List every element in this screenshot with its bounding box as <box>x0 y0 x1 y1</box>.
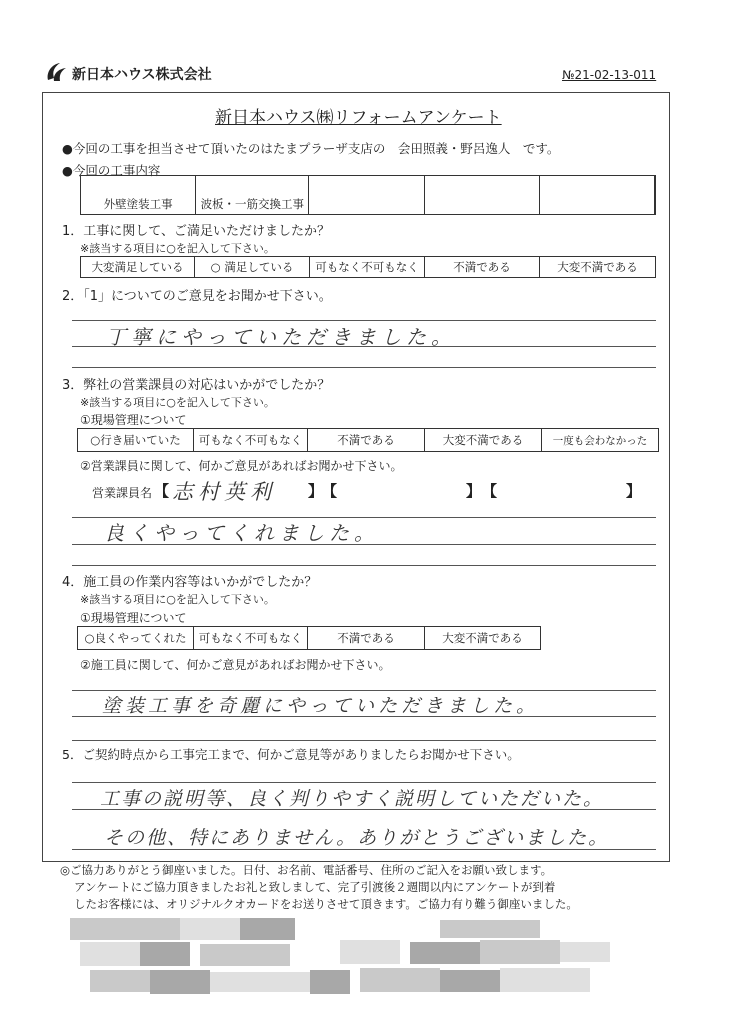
footer-line1: ◎ご協力ありがとう御座いました。日付、お名前、電話番号、住所のご記入をお願い致します。 <box>60 863 553 877</box>
q2-question: 2．「1」についてのご意見をお聞かせ下さい。 <box>62 289 332 304</box>
answer-line <box>72 346 656 347</box>
q1-options-table <box>80 256 656 278</box>
q1-option-selected: ○ 満足している <box>195 257 310 277</box>
sales-name-value: 志村英利 <box>172 480 276 504</box>
answer-line <box>72 740 656 741</box>
q4-note: ※該当する項目に○を記入して下さい。 <box>80 593 275 606</box>
work-item-cell <box>540 176 655 214</box>
footer-line2: アンケートにご協力頂きましたお礼と致しまして、完了引渡後２週間以内にアンケートが到着 <box>74 880 556 894</box>
q4-sub1: ①現場管理について <box>80 611 187 625</box>
q3-option: 大変不満である <box>425 429 542 451</box>
sales-name-label: 営業課員名 <box>92 486 153 500</box>
bracket-close: 】 <box>308 482 324 500</box>
survey-title: 新日本ハウス㈱リフォームアンケート <box>215 108 502 128</box>
q1-question: 1．工事に関して、ご満足いただけましたか？ <box>62 224 331 239</box>
intro-text: ●今回の工事を担当させて頂いたのはたまプラーザ支店の 会田照義・野呂逸人 です。 <box>62 141 560 156</box>
q3-option: 可もなく不可もなく <box>194 429 308 451</box>
q4-options-table <box>77 626 541 650</box>
q3-sub1: ①現場管理について <box>80 413 187 427</box>
q4-option: 大変不満である <box>442 631 523 645</box>
q3-option: 一度も会わなかった <box>552 434 648 447</box>
q3-sub2: ②営業課員に関して、何かご意見があればお聞かせ下さい。 <box>80 459 403 473</box>
work-content-label: ●今回の工事内容 <box>62 163 161 178</box>
q3-answer: 良くやってくれました。 <box>104 521 379 545</box>
bracket-open: 【 <box>154 482 170 500</box>
work-item-cell <box>309 176 424 214</box>
company-name: 新日本ハウス株式会社 <box>72 67 212 83</box>
q1-option: 不満である <box>425 257 540 277</box>
answer-line <box>72 544 656 545</box>
work-item-cell: 外壁塗装工事 <box>81 176 196 214</box>
q4-answer: 塗装工事を奇麗にやっていただきました。 <box>102 695 540 717</box>
company-logo <box>44 60 70 88</box>
document-number: №21-02-13-011 <box>562 68 657 82</box>
q3-option: 不満である <box>308 429 425 451</box>
q5-answer-line1: 工事の説明等、良く判りやすく説明していただいた。 <box>100 788 605 810</box>
q3-option-selected: ○行き届いていた <box>78 429 194 451</box>
q4-sub2: ②施工員に関して、何かご意見があればお聞かせ下さい。 <box>80 658 391 672</box>
q4-question: 4．施工員の作業内容等はいかがでしたか？ <box>62 575 318 590</box>
bracket-open: 【 <box>482 482 498 500</box>
q1-note: ※該当する項目に○を記入して下さい。 <box>80 242 275 255</box>
answer-line <box>72 782 656 783</box>
q5-answer-line2: その他、特にありません。ありがとうございました。 <box>104 827 610 849</box>
work-item-cell: 波板・一筋交換工事 <box>196 176 309 214</box>
bracket-close: 】 <box>626 482 642 500</box>
q4-option: 不満である <box>308 627 425 649</box>
answer-line <box>72 849 656 850</box>
work-items-table <box>80 175 656 215</box>
bracket-open: 【 <box>322 482 338 500</box>
q1-option: 大変不満である <box>557 260 638 274</box>
q4-option: 可もなく不可もなく <box>194 627 308 649</box>
answer-line <box>72 367 656 368</box>
q3-note: ※該当する項目に○を記入して下さい。 <box>80 396 275 409</box>
q2-answer: 丁寧にやっていただきました。 <box>106 325 456 349</box>
answer-line <box>72 565 656 566</box>
footer-line3: したお客様には、オリジナルクオカードをお送りさせて頂きます。ご協力有り難う御座いました。 <box>74 897 578 911</box>
q4-option-selected: ○良くやってくれた <box>78 627 194 649</box>
bracket-close: 】 <box>466 482 482 500</box>
q1-option: 大変満足している <box>81 257 195 277</box>
q3-question: 3．弊社の営業課員の対応はいかがでしたか？ <box>62 378 331 393</box>
q1-option: 可もなく不可もなく <box>310 257 425 277</box>
answer-line <box>72 809 656 810</box>
work-item-cell <box>425 176 540 214</box>
q3-options-table <box>77 428 659 452</box>
company-swirl-logo-icon <box>44 60 70 84</box>
answer-line <box>72 716 656 717</box>
q5-question: 5．ご契約時点から工事完工まで、何かご意見等がありましたらお聞かせ下さい。 <box>62 747 520 762</box>
